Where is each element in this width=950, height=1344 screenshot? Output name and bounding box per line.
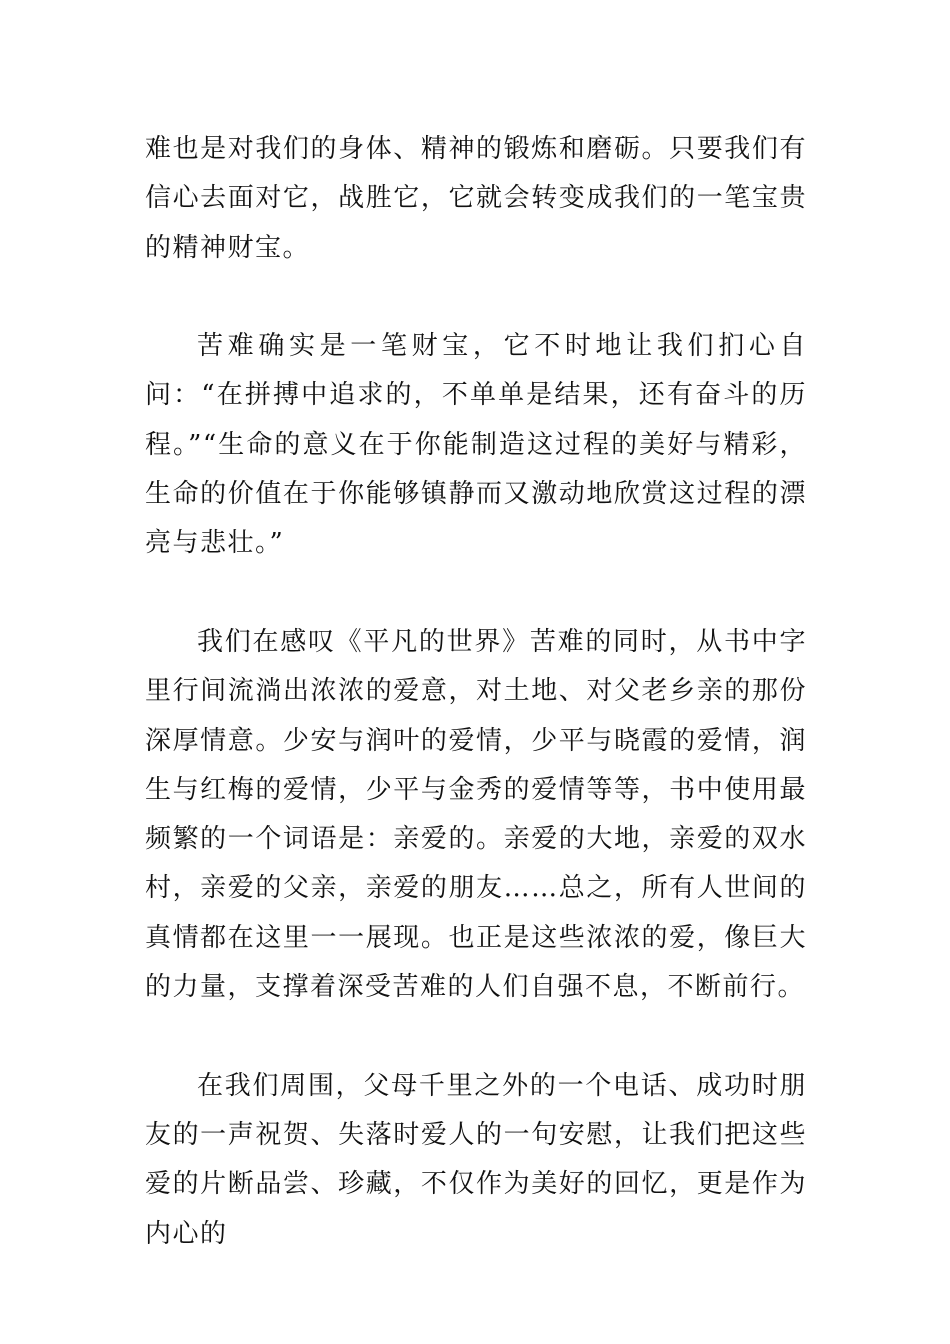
- document-page: [145, 125, 807, 1259]
- paragraph-4: 在我们周围，父母千里之外的一个电话、成功时朋友的一声祝贺、失落时爱人的一句安慰，让我们把这些爱的片断品尝、珍藏，不仅作为美好的回忆，更是作为内心的: [145, 1070, 807, 1249]
- paragraph-1: 难也是对我们的身体、精神的锻炼和磨砺。只要我们有信心去面对它，战胜它，它就会转变成我们的一笔宝贵的精神财宝。: [145, 134, 807, 263]
- paragraph-3: 我们在感叹《平凡的世界》苦难的同时，从书中字里行间流淌出浓浓的爱意，对土地、对父老乡亲的那份深厚情意。少安与润叶的爱情，少平与晓霞的爱情，润生与红梅的爱情，少平与金秀的爱情等等，书中使用最频繁的一个词语是：亲爱的。亲爱的大地，亲爱的双水村，亲爱的父亲，亲爱的朋友……总之，所有人世间的真情都在这里一一展现。也正是这些浓浓的爱，像巨大的力量，支撑着深受苦难的人们自强不息，不断前行。: [145, 626, 807, 1003]
- paragraph-2: 苦难确实是一笔财宝，它不时地让我们扪心自问：“在拼搏中追求的，不单单是结果，还有奋斗的历程。”“生命的意义在于你能制造这过程的美好与精彩，生命的价值在于你能够镇静而又激动地欣赏这过程的漂亮与悲壮。”: [145, 331, 807, 559]
